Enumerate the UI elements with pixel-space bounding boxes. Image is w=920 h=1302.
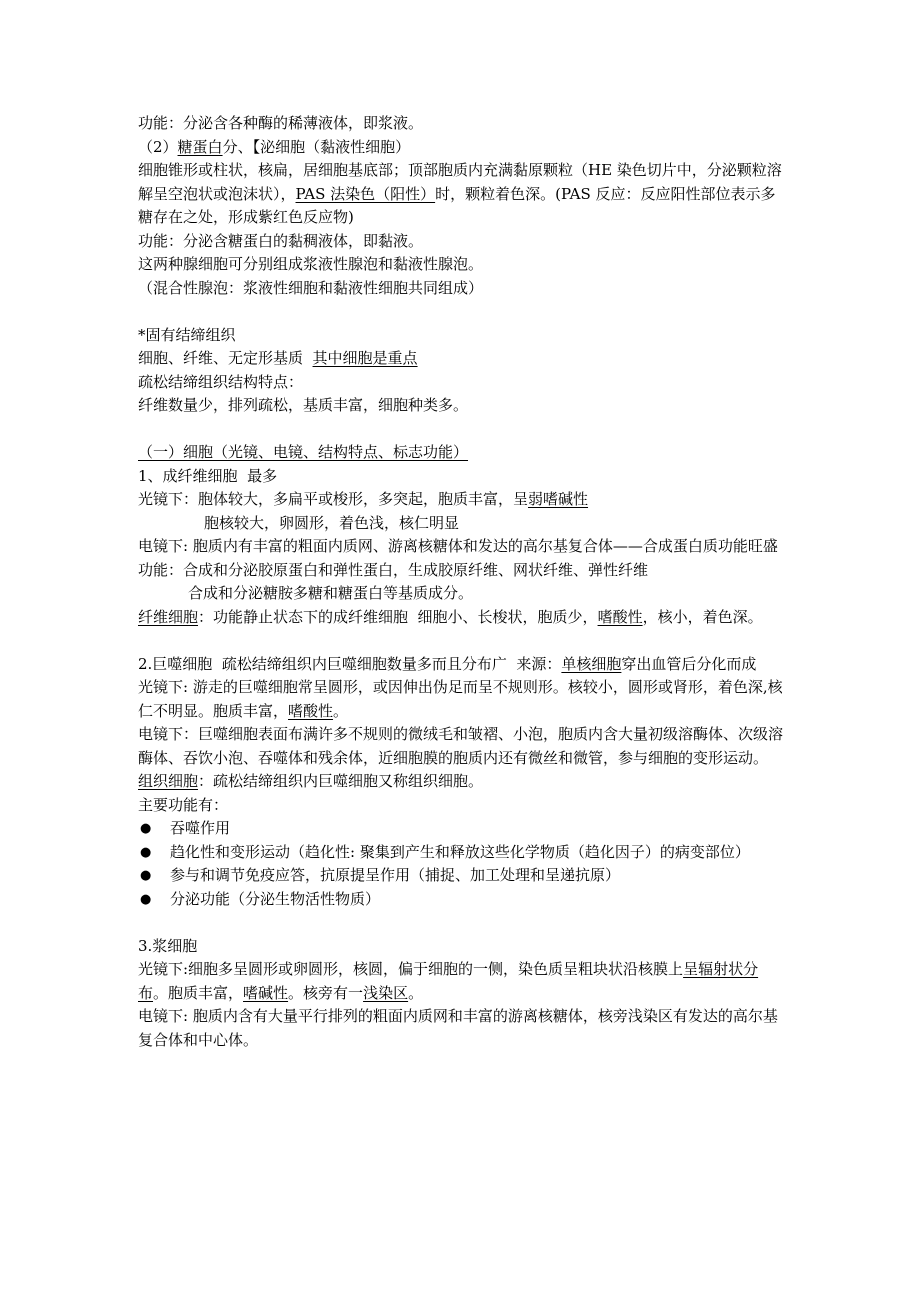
text-span: 电镜下：巨噬细胞表面布满许多不规则的微绒毛和皱褶、小泡，胞质内含大量初级溶酶体、次级溶酶体、吞饮小泡、吞噬体和残余体，近细胞膜的胞质内还有微丝和微管，参与细胞的变形运动。 (138, 725, 784, 767)
paragraph (138, 159, 788, 230)
underlined-term: 浅染区 (363, 983, 409, 1002)
spacer (138, 629, 788, 653)
text-line (138, 394, 788, 418)
underlined-term: 糖蛋白 (177, 137, 223, 156)
text-span: 细胞锥形或柱状，核扁，居细胞基底部；顶部胞质内充满黏原颗粒（HE 染色切片中，分泌颗粒溶解呈空泡状或泡沫状）， (138, 161, 782, 203)
list-item (138, 864, 788, 888)
text-span: 胞核较大，卵圆形，着色浅，核仁明显 (204, 513, 460, 532)
text-span: ：疏松结缔组织内巨噬细胞又称组织细胞。 (198, 772, 484, 790)
text-line (138, 559, 788, 583)
text-span: 。胞质丰富， (153, 983, 244, 1002)
bullet-icon: ● (140, 868, 152, 883)
text-span: （2） (138, 137, 178, 156)
list-item (138, 888, 788, 912)
text-span: 3.浆细胞 (138, 936, 198, 955)
text-span: 。核旁有一 (288, 983, 364, 1002)
underlined-heading: （一）细胞（光镜、电镜、结构特点、标志功能） (138, 443, 469, 461)
paragraph (138, 723, 788, 770)
text-line (138, 512, 788, 536)
text-span: 疏松结缔组织结构特点： (138, 372, 304, 391)
text-span: 这两种腺细胞可分别组成浆液性腺泡和黏液性腺泡。 (138, 255, 484, 273)
spacer (138, 911, 788, 935)
text-span: 1、成纤维细胞 最多 (138, 466, 278, 485)
text-span: 功能：分泌含各种酶的稀薄液体，即浆液。 (138, 114, 424, 132)
underlined-term: 呈辐射状分布 (138, 960, 759, 1002)
text-span: ，核小，着色深。 (642, 607, 763, 626)
underlined-term: 嗜酸性 (288, 701, 334, 720)
text-line (138, 582, 788, 606)
list-item (138, 841, 788, 865)
text-span: 2.巨噬细胞 疏松结缔组织内巨噬细胞数量多而且分布广 来源： (138, 654, 562, 673)
text-span: 功能：合成和分泌胶原蛋白和弹性蛋白，生成胶原纤维、网状纤维、弹性纤维 (138, 560, 649, 579)
text-line (138, 770, 788, 794)
text-line (138, 488, 788, 512)
text-span: *固有结缔组织 (138, 325, 236, 344)
text-line (138, 136, 788, 160)
text-line (138, 371, 788, 395)
text-span: 功能：分泌含糖蛋白的黏稠液体，即黏液。 (138, 231, 424, 250)
list-item-text: 参与和调节免疫应答，抗原提呈作用（捕捉、加工处理和呈递抗原） (170, 866, 621, 884)
list-item-text: 吞噬作用 (170, 819, 231, 837)
text-span: （混合性腺泡：浆液性细胞和黏液性细胞共同组成） (138, 278, 484, 297)
underlined-term: 弱嗜碱性 (528, 490, 589, 508)
section-heading (138, 324, 788, 348)
underlined-term: 单核细胞 (561, 654, 622, 673)
text-span: 电镜下: 胞质内含有大量平行排列的粗面内质网和丰富的游离核糖体，核旁浅染区有发达的高尔基复合体和中心体。 (138, 1007, 778, 1049)
underlined-term: 嗜碱性 (243, 983, 289, 1002)
text-span: 。 (408, 983, 424, 1002)
text-line (138, 230, 788, 254)
list-item (138, 817, 788, 841)
document-page (138, 112, 788, 1052)
text-line (138, 347, 788, 371)
paragraph (138, 958, 788, 1005)
paragraph (138, 653, 788, 677)
text-span: 合成和分泌糖胺多糖和糖蛋白等基质成分。 (188, 584, 474, 602)
subsection-heading (138, 441, 788, 465)
paragraph (138, 535, 788, 559)
text-span: 分、【泌细胞（黏液性细胞） (222, 137, 411, 156)
text-span: 光镜下：胞体较大，多扁平或梭形，多突起，胞质丰富，呈 (138, 490, 529, 508)
list-item-text: 趋化性和变形运动（趋化性: 聚集到产生和释放这些化学物质（趋化因子）的病变部位） (170, 842, 750, 861)
text-line (138, 277, 788, 301)
underlined-term: 其中细胞是重点 (312, 349, 418, 367)
text-span: 。 (333, 701, 349, 720)
paragraph (138, 606, 788, 630)
text-span: 电镜下: 胞质内有丰富的粗面内质网、游离核糖体和发达的高尔基复合体——合成蛋白质功能旺盛 (138, 537, 778, 555)
text-span: 细胞、纤维、无定形基质 (138, 349, 313, 367)
text-span: 主要功能有： (138, 795, 229, 814)
spacer (138, 418, 788, 442)
text-line (138, 253, 788, 277)
text-span: 纤维数量少，排列疏松，基质丰富，细胞种类多。 (138, 396, 469, 414)
text-span: ：功能静止状态下的成纤维细胞 细胞小、长梭状，胞质少， (198, 607, 598, 626)
bullet-icon: ● (140, 844, 152, 860)
list-item-text: 分泌功能（分泌生物活性物质） (170, 889, 381, 908)
text-line (138, 465, 788, 489)
underlined-term: 纤维细胞 (138, 607, 199, 626)
bullet-icon: ● (140, 821, 152, 836)
bullet-icon: ● (140, 891, 152, 907)
section-heading (138, 935, 788, 959)
paragraph (138, 676, 788, 723)
text-line (138, 794, 788, 818)
text-span: 穿出血管后分化而成 (621, 654, 757, 673)
text-line (138, 112, 788, 136)
underlined-term: 嗜酸性 (597, 607, 643, 626)
text-span: 光镜下:细胞多呈圆形或卵圆形，核圆，偏于细胞的一侧，染色质呈粗块状沿核膜上 (138, 960, 684, 978)
text-span: 时，颗粒着色深。(PAS 反应：反应阳性部位表示多糖存在之处，形成紫红色反应物) (138, 184, 776, 226)
spacer (138, 300, 788, 324)
underlined-term: PAS 法染色（阳性） (295, 184, 436, 203)
text-span: 光镜下: 游走的巨噬细胞常呈圆形，或因伸出伪足而呈不规则形。核较小，圆形或肾形，着色深,核仁不明显。胞质丰富， (138, 678, 783, 720)
underlined-term: 组织细胞 (138, 772, 199, 790)
paragraph (138, 1005, 788, 1052)
